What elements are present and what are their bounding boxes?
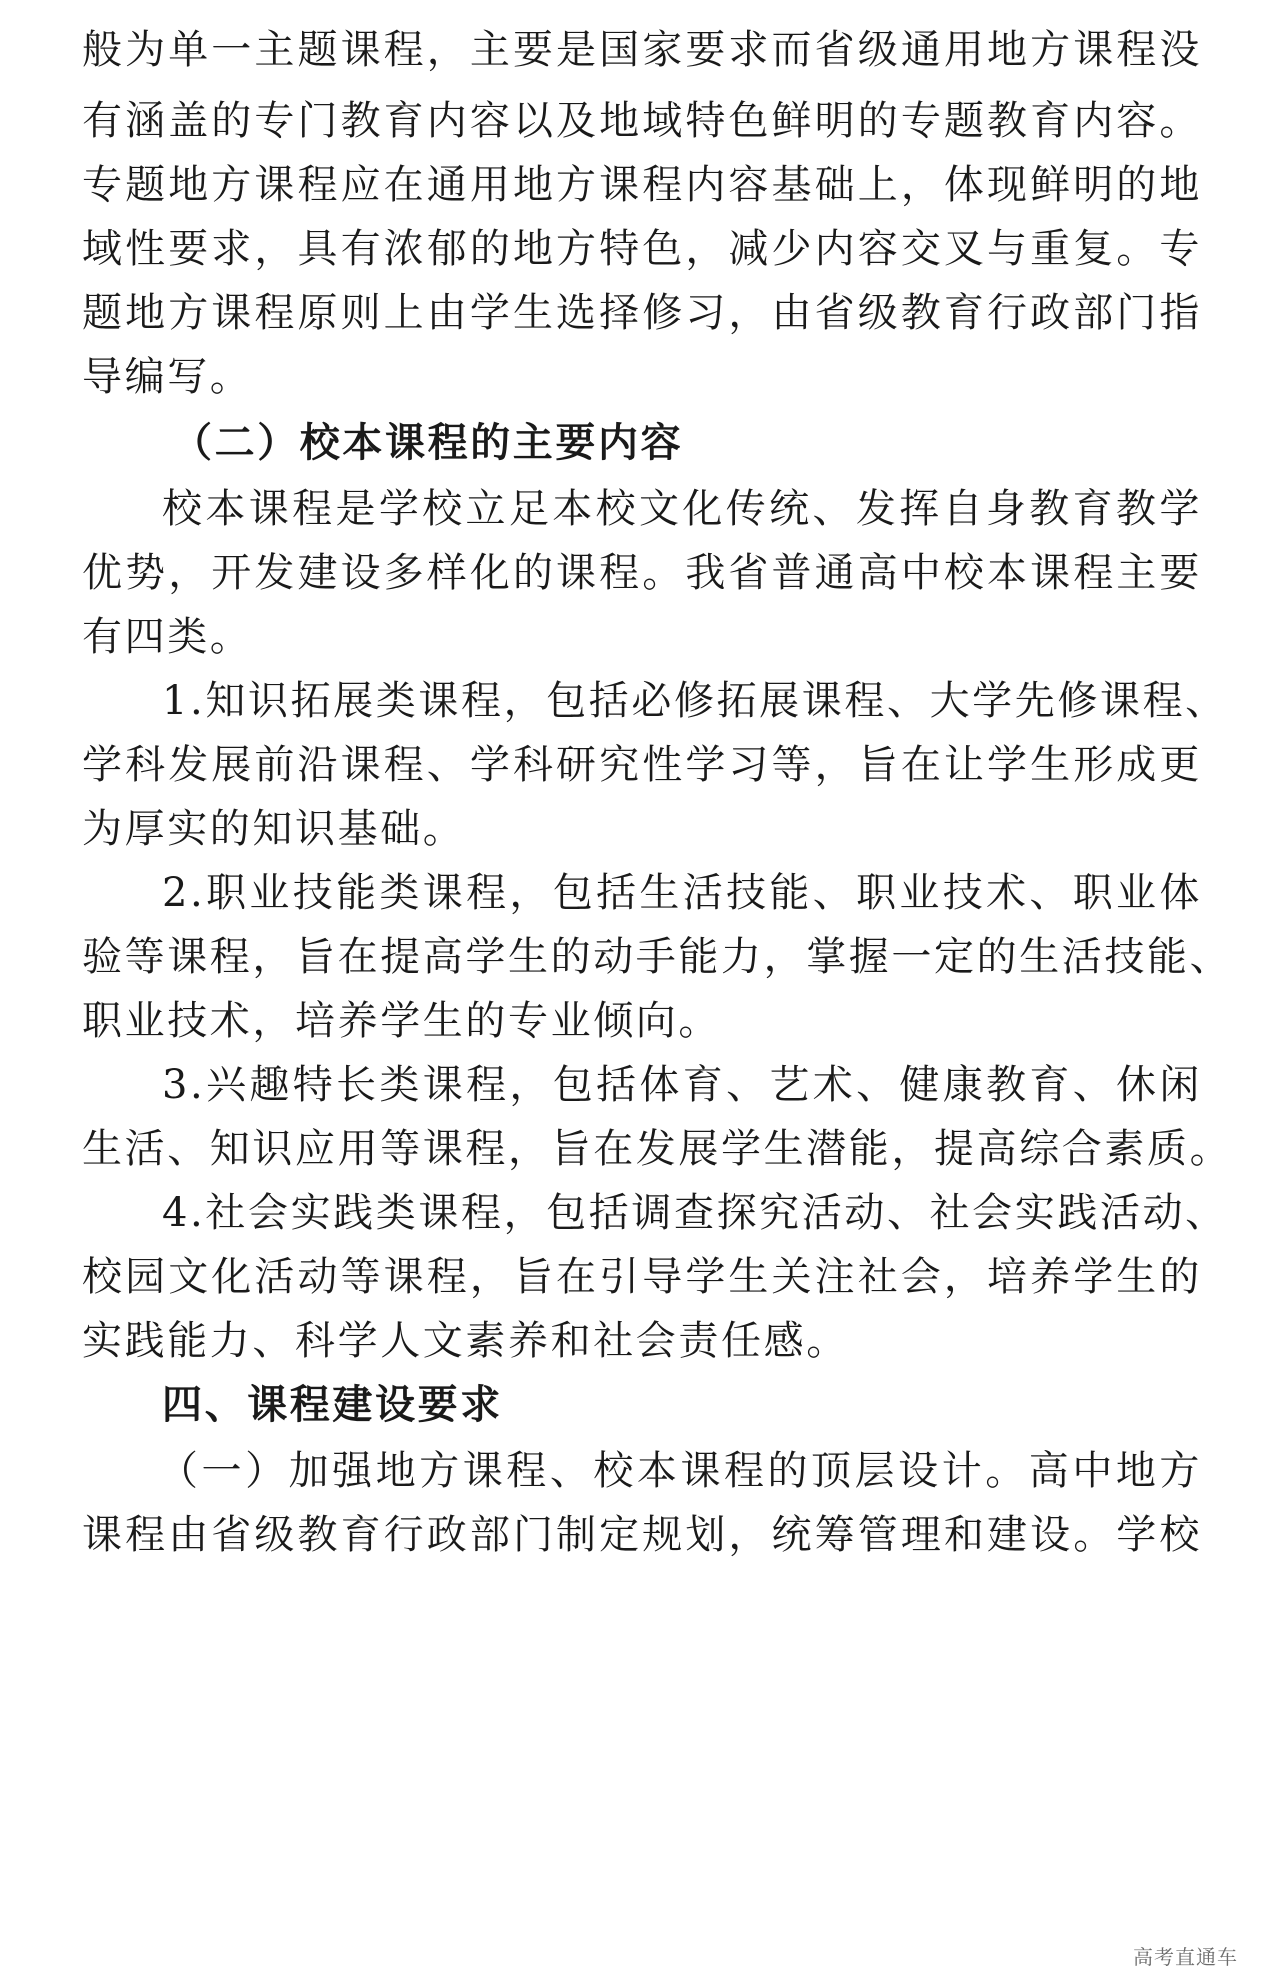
- paragraph-line: （一）加强地方课程、校本课程的顶层设计。高中地方: [158, 1448, 1202, 1494]
- paragraph-line: 般为单一主题课程，主要是国家要求而省级通用地方课程没: [82, 27, 1202, 73]
- list-item-line: 验等课程，旨在提高学生的动手能力，掌握一定的生活技能、: [82, 934, 1233, 980]
- list-item-line: 1.知识拓展类课程，包括必修拓展课程、大学先修课程、: [162, 678, 1228, 724]
- watermark-text: 高考直通车: [1133, 1945, 1238, 1969]
- list-item-line: 4.社会实践类课程，包括调查探究活动、社会实践活动、: [162, 1190, 1228, 1236]
- paragraph-line: 优势，开发建设多样化的课程。我省普通高中校本课程主要: [82, 550, 1202, 596]
- list-item-line: 学科发展前沿课程、学科研究性学习等，旨在让学生形成更: [82, 742, 1202, 788]
- section-heading: 四、课程建设要求: [162, 1381, 503, 1428]
- paragraph-line: 题地方课程原则上由学生选择修习，由省级教育行政部门指: [82, 290, 1202, 336]
- list-item-line: 2.职业技能类课程，包括生活技能、职业技术、职业体: [162, 870, 1202, 916]
- list-item-line: 为厚实的知识基础。: [82, 806, 466, 852]
- paragraph-line: 校本课程是学校立足本校文化传统、发挥自身教育教学: [162, 486, 1202, 532]
- paragraph-line: 课程由省级教育行政部门制定规划，统筹管理和建设。学校: [82, 1512, 1202, 1558]
- list-item-line: 校园文化活动等课程，旨在引导学生关注社会，培养学生的: [82, 1254, 1202, 1300]
- paragraph-line: 有四类。: [82, 614, 253, 660]
- paragraph-line: 专题地方课程应在通用地方课程内容基础上，体现鲜明的地: [82, 162, 1202, 208]
- list-item-line: 实践能力、科学人文素养和社会责任感。: [82, 1318, 849, 1364]
- paragraph-line: 域性要求，具有浓郁的地方特色，减少内容交叉与重复。专: [82, 226, 1202, 272]
- list-item-line: 生活、知识应用等课程，旨在发展学生潜能，提高综合素质。: [82, 1126, 1233, 1172]
- subsection-heading: （二）校本课程的主要内容: [172, 419, 684, 466]
- list-item-line: 职业技术，培养学生的专业倾向。: [82, 998, 721, 1044]
- paragraph-line: 导编写。: [82, 354, 253, 400]
- paragraph-line: 有涵盖的专门教育内容以及地域特色鲜明的专题教育内容。: [82, 98, 1202, 144]
- list-item-line: 3.兴趣特长类课程，包括体育、艺术、健康教育、休闲: [162, 1062, 1202, 1108]
